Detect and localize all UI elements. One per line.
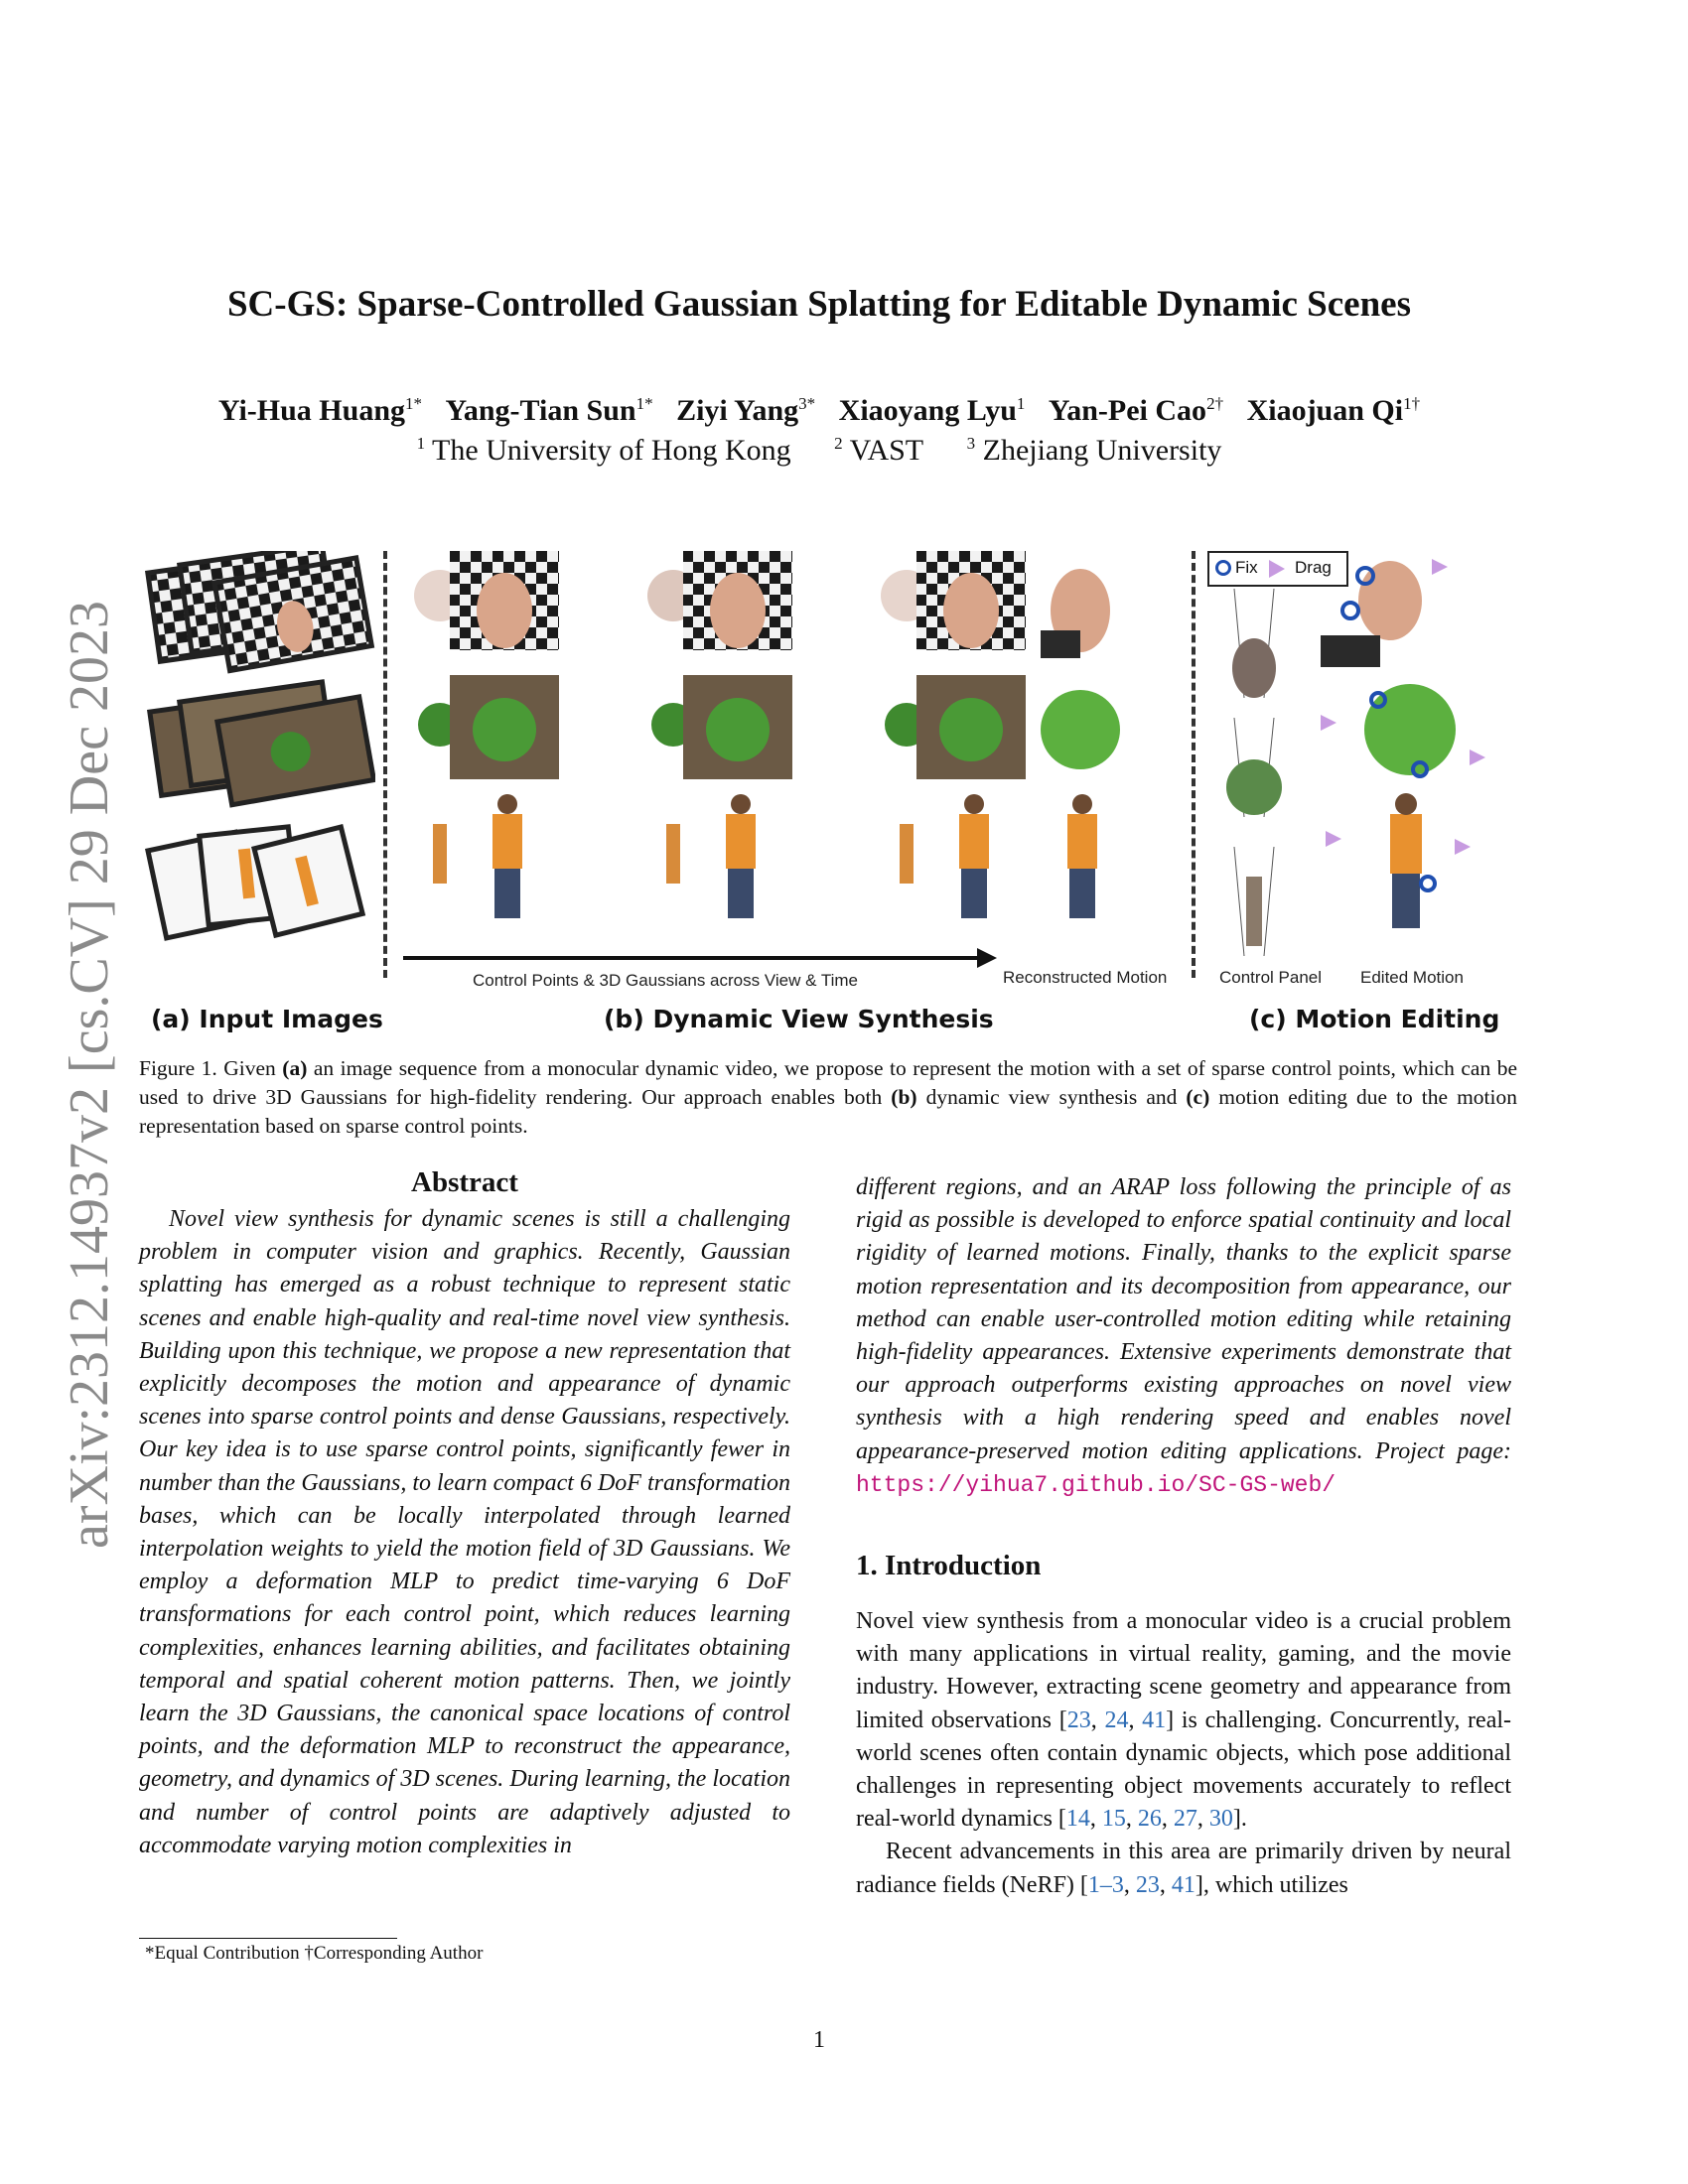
fix-pin-icon <box>1215 560 1231 576</box>
citation-link[interactable]: 24 <box>1104 1706 1129 1733</box>
citation-link[interactable]: 15 <box>1101 1806 1126 1833</box>
citation-link[interactable]: 27 <box>1173 1806 1197 1833</box>
citation-link[interactable]: 30 <box>1208 1806 1233 1833</box>
input-images-illustration <box>137 551 375 968</box>
abstract-body-continued: different regions, and an ARAP loss following the principle of as rigid as possible is developed to enforce spatial continuity and local rigidity of learned motions. Finally, thanks to the explicit sparse motion representation and its decomposition from appearance, our method can enable user-controlled motion editing while retaining high-fidelity appearances. Extensive experiments demonstrate that our approach outperforms existing approaches on novel view synthesis with a high rendering speed and enables novel appearance-preserved motion editing applications. Project page: https://yihua7.github.io/SC-GS-web/ <box>856 1174 1511 1498</box>
control-panel-illustration <box>1204 589 1314 966</box>
citation-link[interactable]: 41 <box>1142 1706 1167 1733</box>
edited-motion-caption: Edited Motion <box>1360 968 1464 987</box>
divider <box>1192 551 1196 978</box>
panel-label-b: (b) Dynamic View Synthesis <box>604 1005 994 1033</box>
section-heading-introduction: 1. Introduction <box>856 1550 1042 1582</box>
abstract-column <box>139 1163 790 1862</box>
affiliation: $^1$ The University of Hong Kong <box>416 434 791 467</box>
citation-link[interactable]: 26 <box>1137 1806 1162 1833</box>
citation-link[interactable]: 23 <box>1135 1871 1160 1898</box>
author: Yan-Pei Cao$^{2\dagger}$ <box>1048 394 1224 427</box>
divider <box>383 551 387 978</box>
edited-motion-illustration <box>1321 551 1519 968</box>
dynamic-view-synthesis-illustration <box>405 551 1120 968</box>
author: Xiaojuan $Qi^{1\dagger}$ <box>1246 394 1421 427</box>
footnote: *Equal Contribution †Corresponding Author <box>145 1943 484 1964</box>
affiliation-list <box>0 434 1638 468</box>
right-column <box>856 1171 1511 1902</box>
citation-link[interactable]: 1–3 <box>1087 1871 1124 1898</box>
reconstructed-caption: Reconstructed Motion <box>1003 968 1168 987</box>
legend-drag-label: Drag <box>1295 558 1332 577</box>
panel-label-a: (a) Input Images <box>151 1005 383 1033</box>
intro-paragraph: Recent advancements in this area are primarily driven by neural radiance fields (NeRF) [1–3, 23, 41], which utilizes <box>856 1839 1511 1898</box>
arrow <box>403 946 999 970</box>
author: Yang-Tian Sun$^{1*}$ <box>445 394 653 427</box>
citation-link[interactable]: 23 <box>1066 1706 1091 1733</box>
paper-title: SC-GS: Sparse-Controlled Gaussian Splatting for Editable Dynamic Scenes <box>226 284 1411 325</box>
arrow-caption: Control Points & 3D Gaussians across View & Time <box>473 971 859 990</box>
figure-caption: Figure 1. Given (a) an image sequence from a monocular dynamic video, we propose to represent the motion with a set of sparse control points, which can be used to drive 3D Gaussians for high-fidelity rendering. Our approach enables both (b) dynamic view synthesis and (c) motion editing due to the motion representation based on sparse control points. <box>139 1056 1517 1138</box>
drag-arrow-icon <box>1269 560 1285 578</box>
author: Xiaoyang Lyu$^1$ <box>838 394 1026 427</box>
intro-paragraph: Novel view synthesis from a monocular video is a crucial problem with many applications in virtual reality, gaming, and the movie industry. However, extracting scene geometry and appearance from limited observations [23, 24, 41] is challenging. Concurrently, real-world scenes often contain dynamic objects, which pose additional challenges in representing object movements accurately to reflect real-world dynamics [14, 15, 26, 27, 30]. <box>856 1608 1512 1833</box>
affiliation: $^3$ Zhejiang University <box>966 434 1222 467</box>
legend-fix-label: Fix <box>1235 558 1258 577</box>
footnote-rule <box>139 1938 397 1939</box>
figure-1 <box>137 551 1517 1047</box>
abstract-heading: Abstract <box>411 1166 518 1198</box>
arxiv-stamp: arXiv:2312.14937v2 [cs.CV] 29 Dec 2023 <box>59 601 120 1549</box>
author-list <box>0 394 1638 428</box>
citation-link[interactable]: 14 <box>1065 1806 1090 1833</box>
page-number: 1 <box>813 2027 825 2053</box>
affiliation: $^2$ VAST <box>834 434 924 467</box>
control-panel-caption: Control Panel <box>1219 968 1323 987</box>
abstract-body: Novel view synthesis for dynamic scenes is still a challenging problem in computer vision and graphics. Recently, Gaussian splatting has emerged as a robust technique to represent static scenes and enable high-quality and real-time novel view synthesis. Building upon this technique, we propose a new representation that explicitly decomposes the motion and appearance of dynamic scenes into sparse control points and dense Gaussians, respectively. Our key idea is to use sparse control points, significantly fewer in number than the Gaussians, to learn compact 6 DoF transformation bases, which can be locally interpolated through learned interpolation weights to yield the motion field of 3D Gaussians. We employ a deformation MLP to predict time-varying 6 DoF transformations for each control point, which reduces learning complexities, enhances learning abilities, and facilitates obtaining temporal and spatial coherent motion patterns. Then, we jointly learn the 3D Gaussians, the canonical space locations of control points, and the deformation MLP to reconstruct the appearance, geometry, and dynamics of 3D scenes. During learning, the location and number of control points are adaptively adjusted to accommodate varying motion complexities in <box>139 1206 790 1858</box>
author: Yi-Hua Huang$^{1*}$ <box>217 394 423 427</box>
panel-label-c: (c) Motion Editing <box>1249 1005 1500 1033</box>
author: Ziyi Yang$^{3*}$ <box>676 394 816 427</box>
citation-link[interactable]: 41 <box>1171 1871 1196 1898</box>
project-page-link[interactable]: https://yihua7.github.io/SC-GS-web/ <box>856 1471 1336 1498</box>
